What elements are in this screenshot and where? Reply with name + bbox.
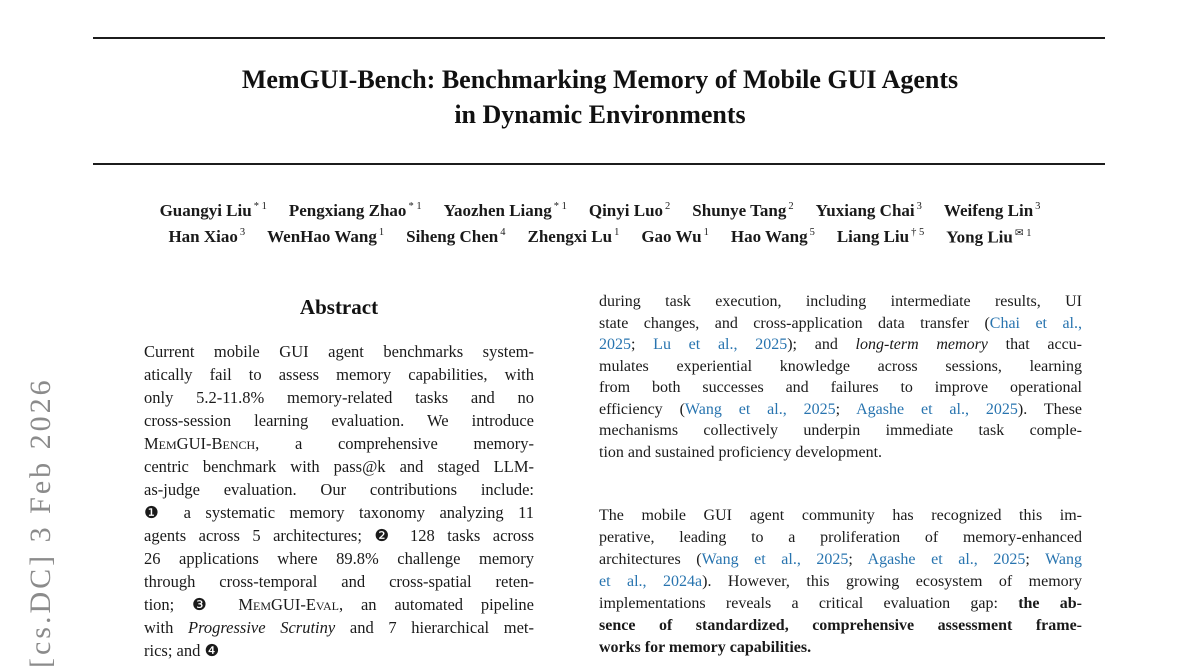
text-run: perative, leading to a proliferation of memory-enhanced bbox=[599, 529, 1082, 546]
citation-link[interactable]: et al., 2024a bbox=[599, 573, 703, 590]
text-run: during task execution, including intermediate results, UI bbox=[599, 293, 1082, 310]
text-run: The mobile GUI agent community has recognized this im- bbox=[599, 507, 1082, 524]
author-affiliation-sup: 4 bbox=[500, 227, 506, 239]
text-run: Current mobile GUI agent benchmarks system- bbox=[144, 342, 534, 361]
text-line bbox=[144, 455, 534, 478]
author-affiliation-sup: * 1 bbox=[553, 201, 567, 213]
citation-link[interactable]: Chai et al., bbox=[989, 314, 1082, 332]
text-line bbox=[599, 291, 1082, 313]
author-name: Zhengxi Lu $^1$ bbox=[527, 227, 620, 246]
text-line bbox=[144, 524, 534, 547]
text-line bbox=[144, 363, 534, 386]
paper-title-line1: MemGUI-Bench: Benchmarking Memory of Mobile GUI Agents bbox=[241, 65, 959, 94]
text-run: ). However, this growing ecosystem of memory bbox=[702, 573, 1082, 590]
abstract-heading: Abstract bbox=[299, 295, 379, 319]
text-line bbox=[599, 549, 1082, 571]
text-line bbox=[144, 432, 534, 455]
author-name: Pengxiang Zhao $^{* 1}$ bbox=[288, 201, 422, 220]
text-run: ; bbox=[631, 336, 654, 353]
citation-link[interactable]: Wang et al., 2025 bbox=[684, 400, 836, 418]
author-affiliation-sup: 1 bbox=[703, 227, 709, 239]
text-run: mulates experiential knowledge across sessions, learning bbox=[599, 357, 1082, 375]
text-line bbox=[144, 616, 534, 639]
text-run: ). These bbox=[1017, 400, 1082, 418]
text-run: centric benchmark with pass@k and staged LLM- bbox=[144, 457, 534, 476]
author-affiliation-sup: 2 bbox=[665, 201, 671, 213]
abstract-body bbox=[144, 340, 534, 662]
text-run: from both successes and failures to improve operational bbox=[599, 379, 1082, 396]
text-run: ; bbox=[1025, 551, 1046, 568]
text-line bbox=[599, 527, 1082, 549]
text-line bbox=[144, 501, 534, 524]
author-name: Hao Wang $^5$ bbox=[730, 227, 815, 246]
text-run: state changes, and cross-application data transfer ( bbox=[599, 314, 990, 332]
text-run: , a comprehensive memory- bbox=[255, 434, 534, 453]
text-run: Progressive Scrutiny bbox=[187, 618, 336, 637]
text-line bbox=[144, 639, 534, 662]
text-run: efficiency ( bbox=[599, 400, 685, 418]
text-run: works for memory capabilities. bbox=[599, 639, 812, 656]
author-name: WenHao Wang $^1$ bbox=[267, 227, 385, 246]
text-run: ); and bbox=[787, 336, 856, 353]
text-run: 26 applications where 89.8% challenge memory bbox=[144, 549, 534, 568]
text-run: through cross-temporal and cross-spatial reten- bbox=[144, 572, 534, 591]
author-name: Qinyi Luo $^2$ bbox=[588, 201, 671, 220]
text-run: atically fail to assess memory capabilities, with bbox=[144, 365, 534, 384]
text-run: only 5.2-11.8% memory-related tasks and no bbox=[144, 388, 534, 407]
author-name: Gao Wu $^1$ bbox=[641, 227, 709, 246]
intro-paragraph-2 bbox=[599, 505, 1082, 659]
text-line bbox=[599, 377, 1082, 399]
text-line bbox=[144, 409, 534, 432]
text-line bbox=[599, 505, 1082, 527]
author-affiliation-sup: 2 bbox=[788, 201, 794, 213]
author-affiliation-sup: 3 bbox=[916, 201, 922, 213]
text-line bbox=[144, 547, 534, 570]
text-run: architectures ( bbox=[599, 551, 702, 568]
text-line bbox=[599, 313, 1082, 335]
text-run: MemGUI-Bench bbox=[144, 434, 256, 453]
citation-link[interactable]: Wang bbox=[1045, 551, 1082, 568]
text-run: with bbox=[144, 618, 188, 637]
text-run: , an automated pipeline bbox=[339, 595, 534, 614]
author-affiliation-sup: ✉ 1 bbox=[1014, 228, 1032, 239]
title-rule-bottom bbox=[93, 163, 1105, 165]
author-affiliation-sup: 5 bbox=[809, 227, 815, 239]
text-line bbox=[599, 571, 1082, 593]
author-affiliation-sup: 1 bbox=[614, 227, 620, 239]
author-name: Yuxiang Chai $^3$ bbox=[815, 201, 922, 220]
text-run: tion and sustained proficiency development. bbox=[599, 443, 883, 461]
author-name: Yong Liu $^{✉ 1}$ bbox=[946, 227, 1032, 247]
paper-title-line2: in Dynamic Environments bbox=[454, 100, 746, 129]
text-run: sence of standardized, comprehensive assessment frame- bbox=[599, 617, 1082, 634]
text-run: implementations reveals a critical evaluation gap: bbox=[599, 595, 1019, 612]
author-name: Yaozhen Liang $^{* 1}$ bbox=[443, 201, 567, 220]
author-name: Guangyi Liu $^{* 1}$ bbox=[159, 201, 267, 220]
text-line bbox=[599, 637, 1082, 659]
text-line bbox=[599, 334, 1082, 356]
text-line bbox=[144, 340, 534, 363]
author-affiliation-sup: 3 bbox=[239, 227, 246, 239]
text-line bbox=[599, 615, 1082, 637]
title-rule-top bbox=[93, 37, 1105, 39]
text-run: ; bbox=[835, 400, 857, 418]
author-name: Han Xiao $^3$ bbox=[168, 227, 246, 246]
citation-link[interactable]: 2025 bbox=[599, 336, 631, 353]
author-affiliation-sup: * 1 bbox=[408, 201, 422, 213]
text-run: ; bbox=[848, 551, 868, 568]
text-run: mechanisms collectively underpin immediate task comple- bbox=[599, 422, 1082, 439]
text-line bbox=[599, 356, 1082, 378]
text-run: rics; and ❹ bbox=[144, 641, 220, 660]
text-line bbox=[144, 593, 534, 616]
author-affiliation-sup: * 1 bbox=[253, 201, 267, 213]
text-line bbox=[599, 442, 1082, 464]
text-line bbox=[599, 420, 1082, 442]
intro-paragraph-1 bbox=[599, 291, 1082, 463]
text-run: long-term memory bbox=[855, 336, 988, 353]
citation-link[interactable]: Agashe et al., 2025 bbox=[856, 400, 1018, 418]
author-affiliation-sup: 1 bbox=[378, 227, 385, 239]
author-name: Shunye Tang $^2$ bbox=[692, 201, 794, 220]
text-run: tion; ❸ bbox=[144, 595, 239, 614]
text-run: as-judge evaluation. Our contributions include: bbox=[144, 480, 534, 499]
text-line bbox=[144, 478, 534, 501]
text-run: that accu- bbox=[987, 336, 1082, 353]
author-row-2 bbox=[0, 227, 1200, 248]
text-line bbox=[144, 570, 534, 593]
citation-link[interactable]: Agashe et al., 2025 bbox=[867, 551, 1026, 568]
text-line bbox=[599, 593, 1082, 615]
text-run: ❶ a systematic memory taxonomy analyzing 11 bbox=[144, 503, 534, 522]
citation-link[interactable]: Lu et al., 2025 bbox=[653, 336, 788, 353]
arxiv-stamp: [cs.DC] 3 Feb 2026 bbox=[24, 377, 57, 668]
text-run: cross-session learning evaluation. We introduce bbox=[144, 411, 534, 430]
author-name: Weifeng Lin $^3$ bbox=[943, 201, 1041, 220]
text-run: the ab- bbox=[1018, 595, 1082, 612]
text-run: MemGUI-Eval bbox=[238, 595, 340, 614]
author-name: Liang Liu $^{\dagger 5}$ bbox=[836, 227, 925, 246]
text-line bbox=[144, 386, 534, 409]
text-run: and 7 hierarchical met- bbox=[335, 618, 534, 637]
author-affiliation-sup: † 5 bbox=[911, 227, 925, 239]
citation-link[interactable]: Wang et al., 2025 bbox=[701, 551, 849, 568]
author-affiliation-sup: 3 bbox=[1035, 201, 1041, 213]
author-name: Siheng Chen $^4$ bbox=[406, 227, 506, 246]
text-run: agents across 5 architectures; ❷ 128 tasks across bbox=[144, 526, 534, 545]
paper-title bbox=[0, 62, 1200, 132]
text-line bbox=[599, 399, 1082, 421]
author-row-1 bbox=[0, 201, 1200, 221]
